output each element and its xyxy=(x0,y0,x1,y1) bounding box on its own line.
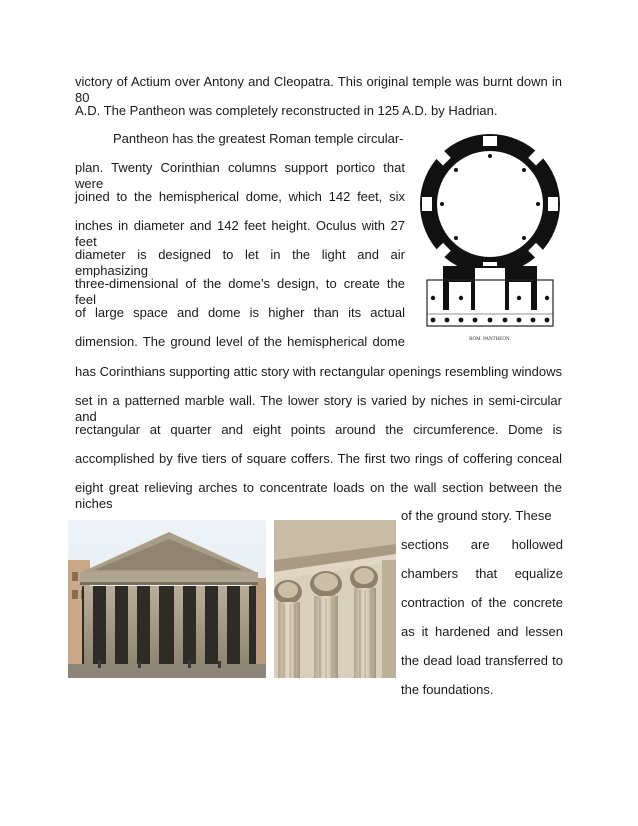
text-line-3: Pantheon has the greatest Roman temple circular- xyxy=(113,131,404,146)
text-line-18: chambers that equalize xyxy=(401,566,563,581)
text-line-21: the dead load transferred to xyxy=(401,653,563,668)
text-line-22: the foundations. xyxy=(401,682,494,697)
pantheon-facade-photo xyxy=(68,520,266,678)
floor-plan-drawing xyxy=(413,128,567,350)
text-line-16: of the ground story. These xyxy=(401,508,552,523)
text-line-14: accomplished by five tiers of square coffers. The first two rings of coffering conceal xyxy=(75,451,562,466)
text-line-12: set in a patterned marble wall. The lower story is varied by niches in semi-circular and xyxy=(75,393,562,424)
text-line-15: eight great relieving arches to concentrate loads on the wall section between the niches xyxy=(75,480,562,511)
corinthian-columns-photo xyxy=(274,520,396,678)
facade-image xyxy=(68,520,266,678)
text-line-4: plan. Twenty Corinthian columns support portico that were xyxy=(75,160,405,191)
text-line-5: joined to the hemispherical dome, which 142 feet, six xyxy=(75,189,405,204)
text-line-11: has Corinthians supporting attic story with rectangular openings resembling windows xyxy=(75,364,562,379)
text-line-13: rectangular at quarter and eight points around the circumference. Dome is xyxy=(75,422,562,437)
text-line-17: sections are hollowed xyxy=(401,537,563,552)
text-line-10: dimension. The ground level of the hemispherical dome xyxy=(75,334,405,349)
text-line-1: victory of Actium over Antony and Cleopatra. This original temple was burnt down in 80 xyxy=(75,74,562,105)
text-line-2: A.D. The Pantheon was completely reconstructed in 125 A.D. by Hadrian. xyxy=(75,103,498,118)
columns-image xyxy=(274,520,396,678)
text-line-8: three-dimensional of the dome’s design, to create the feel xyxy=(75,276,405,307)
text-line-6: inches in diameter and 142 feet height. Oculus with 27 feet xyxy=(75,218,405,249)
text-line-9: of large space and dome is higher than its actual xyxy=(75,305,405,320)
text-line-20: as it hardened and lessen xyxy=(401,624,563,639)
pantheon-floor-plan-figure xyxy=(413,128,567,350)
text-line-7: diameter is designed to let in the light and air emphasizing xyxy=(75,247,405,278)
plan-caption: ROM. PANTHEON. xyxy=(469,337,511,342)
text-line-19: contraction of the concrete xyxy=(401,595,563,610)
